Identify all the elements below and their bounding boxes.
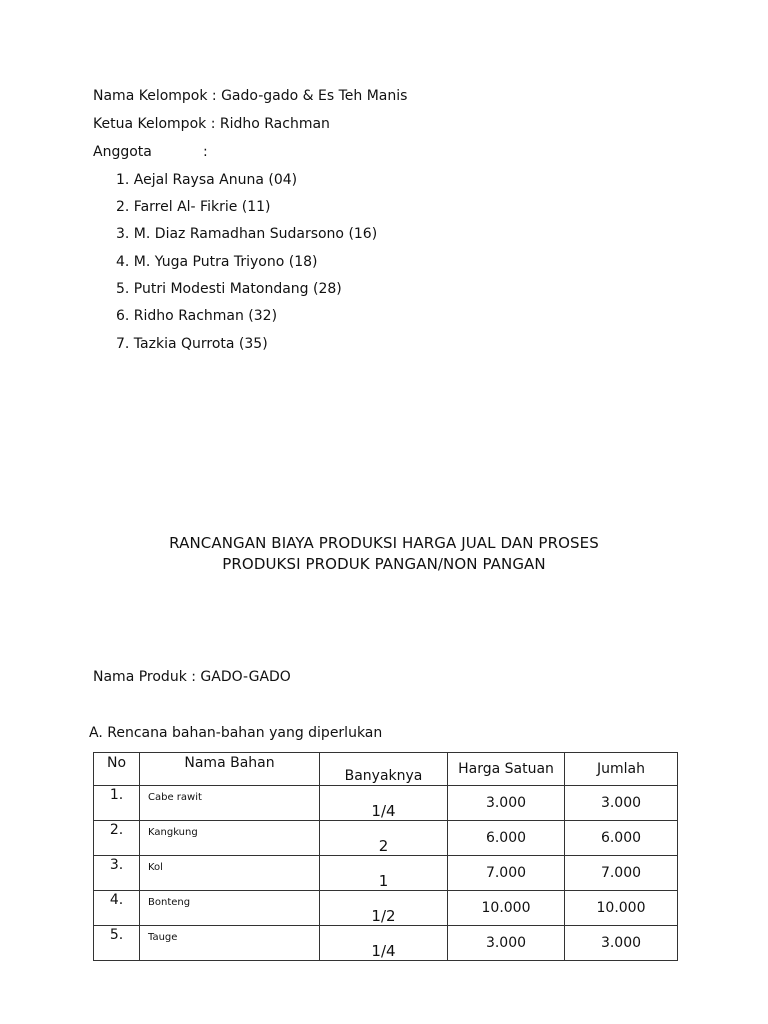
section-a-heading: A. Rencana bahan-bahan yang diperlukan [89, 725, 383, 741]
cell-nama-bahan: Kol [140, 856, 320, 891]
cell-banyaknya: 1/4 [320, 786, 448, 821]
header-jumlah: Jumlah [565, 753, 678, 786]
table-row [94, 821, 678, 856]
group-name-line: Nama Kelompok : Gado-gado & Es Teh Manis [93, 88, 408, 104]
table-row [94, 891, 678, 926]
leader-line: Ketua Kelompok : Ridho Rachman [93, 116, 330, 132]
table-row [94, 926, 678, 961]
member-item: 3. M. Diaz Ramadhan Sudarsono (16) [116, 226, 378, 242]
cell-no: 4. [94, 891, 140, 926]
header-harga-satuan: Harga Satuan [448, 753, 565, 786]
cell-harga-satuan: 3.000 [448, 926, 565, 961]
document-title-line1: RANCANGAN BIAYA PRODUKSI HARGA JUAL DAN PROSES [169, 534, 599, 552]
header-nama-bahan: Nama Bahan [140, 753, 320, 786]
cell-banyaknya: 2 [320, 821, 448, 856]
product-name-line: Nama Produk : GADO-GADO [93, 669, 291, 685]
cell-harga-satuan: 10.000 [448, 891, 565, 926]
member-item: 7. Tazkia Qurrota (35) [116, 336, 268, 352]
table-row [94, 786, 678, 821]
table-row [94, 856, 678, 891]
cell-banyaknya: 1 [320, 856, 448, 891]
cell-harga-satuan: 7.000 [448, 856, 565, 891]
cell-jumlah: 3.000 [565, 786, 678, 821]
cell-nama-bahan: Kangkung [140, 821, 320, 856]
header-no: No [94, 753, 140, 786]
cell-jumlah: 7.000 [565, 856, 678, 891]
cell-no: 3. [94, 856, 140, 891]
cell-nama-bahan: Cabe rawit [140, 786, 320, 821]
members-label: Anggota [93, 144, 152, 160]
cell-banyaknya: 1/4 [320, 926, 448, 961]
member-item: 2. Farrel Al- Fikrie (11) [116, 199, 271, 215]
members-colon: : [203, 144, 208, 160]
cell-jumlah: 10.000 [565, 891, 678, 926]
cell-no: 2. [94, 821, 140, 856]
cell-nama-bahan: Tauge [140, 926, 320, 961]
cell-no: 1. [94, 786, 140, 821]
cell-nama-bahan: Bonteng [140, 891, 320, 926]
table-header-row [94, 753, 678, 786]
cell-jumlah: 3.000 [565, 926, 678, 961]
member-item: 1. Aejal Raysa Anuna (04) [116, 172, 298, 188]
cell-harga-satuan: 6.000 [448, 821, 565, 856]
cell-no: 5. [94, 926, 140, 961]
document-title-line2: PRODUKSI PRODUK PANGAN/NON PANGAN [222, 555, 546, 573]
member-item: 4. M. Yuga Putra Triyono (18) [116, 254, 318, 270]
cell-jumlah: 6.000 [565, 821, 678, 856]
member-item: 5. Putri Modesti Matondang (28) [116, 281, 342, 297]
cell-banyaknya: 1/2 [320, 891, 448, 926]
materials-table [93, 752, 678, 961]
member-item: 6. Ridho Rachman (32) [116, 308, 278, 324]
header-banyaknya: Banyaknya [320, 753, 448, 786]
cell-harga-satuan: 3.000 [448, 786, 565, 821]
